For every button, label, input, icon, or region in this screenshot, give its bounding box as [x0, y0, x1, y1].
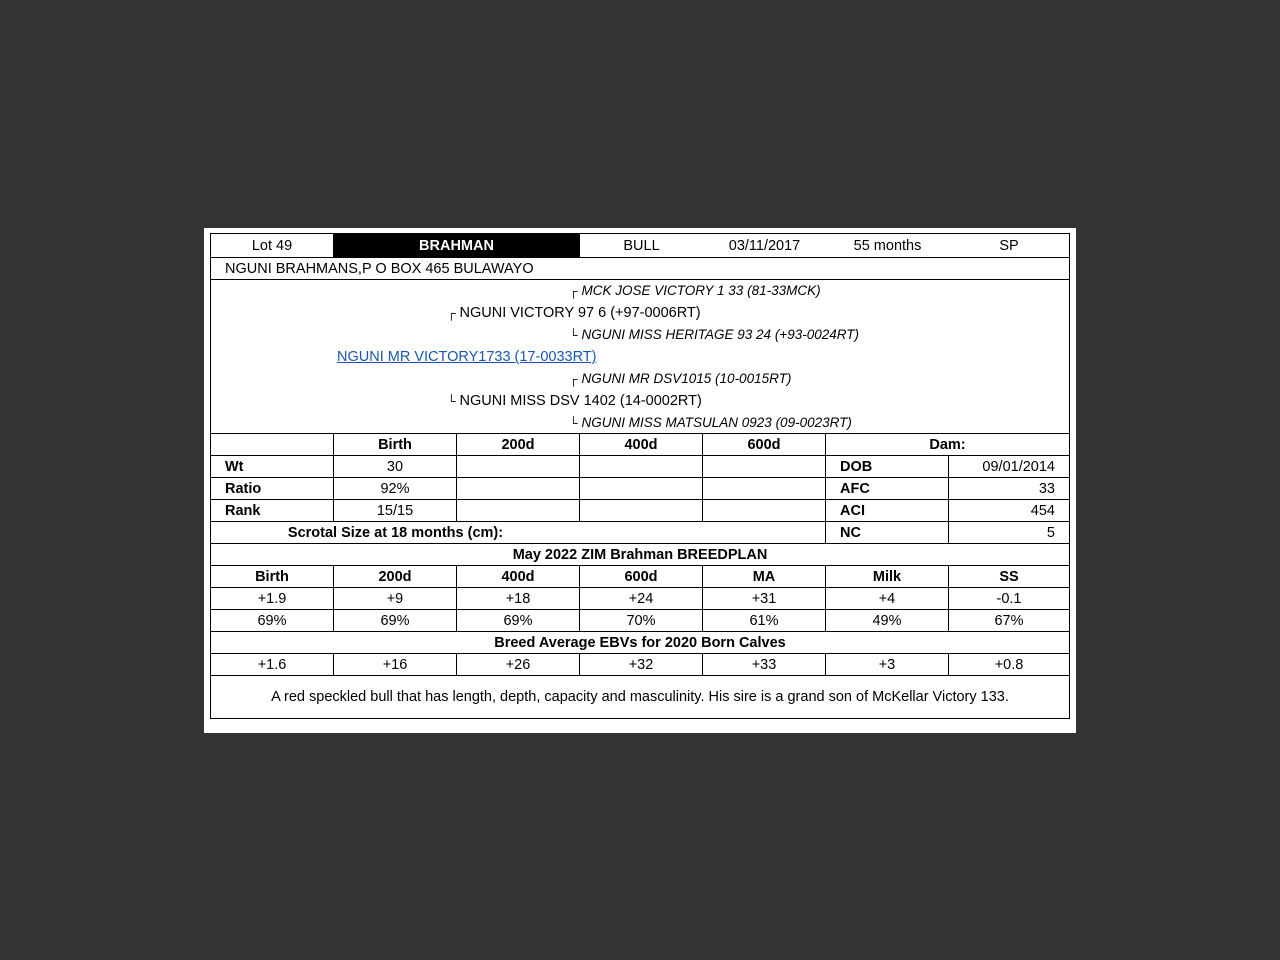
performance-value — [457, 478, 580, 499]
accuracy-value: 70% — [580, 610, 703, 631]
bracket-bottom-icon: └ — [447, 394, 456, 408]
performance-header: 200d — [457, 434, 580, 455]
breed-average-title-row — [211, 632, 1069, 654]
breed-average-value: +32 — [580, 654, 703, 675]
performance-value — [703, 456, 826, 477]
performance-header: 400d — [580, 434, 703, 455]
bracket-top-icon: ┌ — [447, 306, 456, 320]
performance-row-label: Wt — [211, 456, 334, 477]
dam-label: AFC — [826, 478, 949, 499]
scrotal-value — [580, 522, 826, 543]
performance-value — [457, 500, 580, 521]
performance-value — [580, 478, 703, 499]
lot-comment: A red speckled bull that has length, depth, capacity and masculinity. His sire is a grand son of McKellar Victory 133. — [271, 689, 1009, 705]
scrotal-label: Scrotal Size at 18 months (cm): — [287, 524, 504, 541]
accuracy-value: 69% — [211, 610, 334, 631]
accuracy-row — [211, 610, 1069, 632]
header-row — [211, 234, 1069, 258]
performance-value: 30 — [334, 456, 457, 477]
bracket-bottom-icon: └ — [569, 416, 578, 430]
breed-average-value: +1.6 — [211, 654, 334, 675]
breeder-address: NGUNI BRAHMANS,P O BOX 465 BULAWAYO — [225, 260, 534, 277]
ebv-value: +24 — [580, 588, 703, 609]
dam-value: 09/01/2014 — [982, 458, 1055, 475]
dam-value: 5 — [1046, 524, 1055, 541]
breedplan-title-row — [211, 544, 1069, 566]
breed-average-value: +3 — [826, 654, 949, 675]
breed-average-value: +16 — [334, 654, 457, 675]
breedplan-header: 600d — [580, 566, 703, 587]
pedigree-dam-sire: ┌ NGUNI MR DSV1015 (10-0015RT) — [569, 371, 792, 386]
performance-row-rank — [211, 500, 1069, 522]
performance-row-label: Ratio — [211, 478, 334, 499]
performance-header: 600d — [703, 434, 826, 455]
ebv-value: +18 — [457, 588, 580, 609]
breedplan-header: 400d — [457, 566, 580, 587]
ebv-value: +9 — [334, 588, 457, 609]
breedplan-header: MA — [703, 566, 826, 587]
breedplan-header-row — [211, 566, 1069, 588]
performance-value — [580, 500, 703, 521]
performance-corner — [211, 434, 334, 455]
dam-value: 33 — [1038, 480, 1055, 497]
breed-average-value: +33 — [703, 654, 826, 675]
performance-value — [703, 478, 826, 499]
breed-average-value: +0.8 — [994, 656, 1024, 673]
age-label: 55 months — [853, 237, 922, 254]
performance-row-ratio — [211, 478, 1069, 500]
performance-header: Birth — [334, 434, 457, 455]
pedigree-dam-dam: └ NGUNI MISS MATSULAN 0923 (09-0023RT) — [569, 415, 852, 430]
performance-value: 92% — [334, 478, 457, 499]
dam-value: 454 — [1030, 502, 1055, 519]
breedplan-header: 200d — [334, 566, 457, 587]
accuracy-value: 69% — [457, 610, 580, 631]
breed-average-row — [211, 654, 1069, 676]
accuracy-value: 61% — [703, 610, 826, 631]
performance-value — [580, 456, 703, 477]
dam-label: NC — [826, 522, 949, 543]
breeder-row — [211, 258, 1069, 280]
breedplan-title: May 2022 ZIM Brahman BREEDPLAN — [512, 546, 768, 563]
breed-average-value: +26 — [457, 654, 580, 675]
dam-label: DOB — [826, 456, 949, 477]
lot-number: Lot 49 — [211, 234, 334, 257]
pedigree-animal-link[interactable]: NGUNI MR VICTORY1733 (17-0033RT) — [337, 349, 597, 365]
ebv-value: +31 — [703, 588, 826, 609]
bracket-bottom-icon: └ — [569, 328, 578, 342]
sex-label: BULL — [623, 237, 660, 254]
dam-title: Dam: — [929, 436, 966, 453]
birth-date: 03/11/2017 — [728, 237, 801, 254]
performance-row-label: Rank — [211, 500, 334, 521]
bracket-top-icon: ┌ — [569, 372, 578, 386]
accuracy-value: 69% — [334, 610, 457, 631]
performance-value — [457, 456, 580, 477]
breedplan-header: Milk — [826, 566, 949, 587]
pedigree-sire-sire: ┌ MCK JOSE VICTORY 1 33 (81-33MCK) — [569, 283, 821, 298]
performance-value: 15/15 — [334, 500, 457, 521]
breedplan-header: Birth — [211, 566, 334, 587]
dam-label: ACI — [826, 500, 949, 521]
pedigree-sire: ┌ NGUNI VICTORY 97 6 (+97-0006RT) — [447, 305, 701, 321]
code-label: SP — [999, 237, 1019, 254]
ebv-value: -0.1 — [996, 590, 1022, 607]
bracket-top-icon: ┌ — [569, 284, 578, 298]
breedplan-header: SS — [999, 568, 1019, 585]
pedigree-sire-dam: └ NGUNI MISS HERITAGE 93 24 (+93-0024RT) — [569, 327, 859, 342]
accuracy-value: 67% — [994, 612, 1024, 629]
performance-header-row — [211, 434, 1069, 456]
breed-average-title: Breed Average EBVs for 2020 Born Calves — [494, 634, 786, 651]
lot-card — [204, 228, 1076, 733]
ebv-row — [211, 588, 1069, 610]
ebv-value: +1.9 — [211, 588, 334, 609]
breed-label: BRAHMAN — [334, 234, 580, 257]
accuracy-value: 49% — [826, 610, 949, 631]
performance-row-wt — [211, 456, 1069, 478]
pedigree-dam: └ NGUNI MISS DSV 1402 (14-0002RT) — [447, 393, 702, 409]
ebv-value: +4 — [826, 588, 949, 609]
lot-sheet — [210, 233, 1070, 719]
pedigree-section — [211, 280, 1069, 434]
performance-value — [703, 500, 826, 521]
scrotal-row — [211, 522, 1069, 544]
